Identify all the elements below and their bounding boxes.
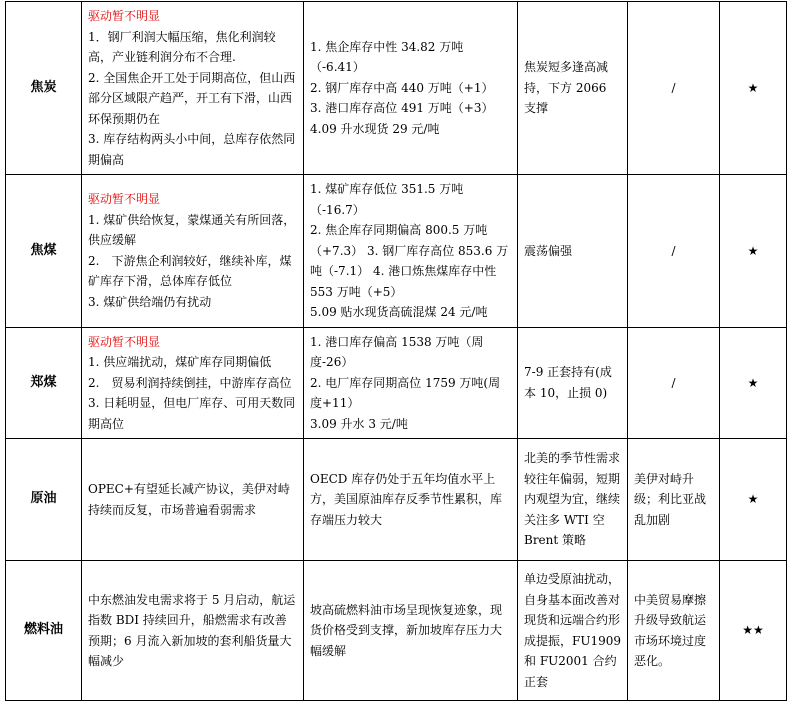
- rating-stars: ★★: [720, 561, 787, 701]
- driver-line: 2. 下游焦企利润较好，继续补库，煤矿库存下滑，总体库存低位: [88, 253, 292, 289]
- inventory-line: 2. 焦企库存同期偏高 800.5 万吨（+7.3） 3. 钢厂库存高位 853.6 万吨（-7.1） 4. 港口炼焦煤库存中性 553 万吨（+5）: [310, 223, 509, 299]
- driver-note: 驱动暂不明显: [88, 334, 161, 349]
- inventory-cell: [304, 439, 518, 561]
- table-row: [6, 439, 787, 561]
- inventory-line: 4.09 升水现货 29 元/吨: [310, 121, 440, 136]
- inventory-line: 5.09 贴水现货高硫混煤 24 元/吨: [310, 305, 488, 319]
- commodity-name: 焦炭: [6, 2, 82, 175]
- risk-cell: /: [628, 175, 720, 328]
- commodity-name: 原油: [6, 439, 82, 561]
- driver-note: 驱动暂不明显: [88, 9, 161, 23]
- strategy-cell: 震荡偏强: [518, 175, 628, 328]
- rating-stars: ★: [720, 439, 787, 561]
- driver-cell: [82, 175, 304, 328]
- inventory-line: 2. 钢厂库存中高 440 万吨（+1）: [310, 80, 494, 95]
- commodity-name: 郑煤: [6, 327, 82, 439]
- rating-stars: ★: [720, 175, 787, 328]
- table-row: [6, 2, 787, 175]
- driver-line: OPEC+有望延长减产协议，美伊对峙持续而反复，市场普遍看弱需求: [88, 482, 290, 517]
- commodity-table: [5, 1, 787, 701]
- driver-line: 3. 库存结构两头小中间，总库存依然同期偏高: [88, 132, 296, 167]
- driver-note: 驱动暂不明显: [88, 192, 161, 207]
- risk-cell: /: [628, 2, 720, 175]
- table-row: [6, 327, 787, 439]
- risk-cell: 中美贸易摩擦升级导致航运市场环境过度恶化。: [628, 561, 720, 701]
- inventory-line: 3.09 升水 3 元/吨: [310, 416, 408, 431]
- strategy-cell: 焦炭短多逢高减持，下方 2066 支撑: [518, 2, 628, 175]
- strategy-cell: 单边受原油扰动，自身基本面改善对现货和远端合约形成提振，FU1909 和 FU2001 合约正套: [518, 561, 628, 701]
- inventory-cell: [304, 175, 518, 328]
- inventory-line: OECD 库存仍处于五年均值水平上方，美国原油库存反季节性累积，库存端压力较大: [310, 471, 503, 527]
- strategy-cell: 7-9 正套持有(成本 10，止损 0): [518, 327, 628, 439]
- risk-cell: /: [628, 327, 720, 439]
- strategy-cell: 北美的季节性需求较往年偏弱，短期内观望为宜，继续关注多 WTI 空 Brent 策略: [518, 439, 628, 561]
- inventory-line: 坡高硫燃料油市场呈现恢复迹象，现货价格受到支撑，新加坡库存压力大幅缓解: [310, 602, 503, 658]
- driver-cell: [82, 327, 304, 439]
- driver-line: 2. 贸易利润持续倒挂，中游库存高位 3. 日耗明显，但电厂库存、可用天数同期高位: [88, 375, 296, 431]
- inventory-line: 3. 港口库存高位 491 万吨（+3）: [310, 101, 494, 116]
- driver-line: 3. 煤矿供给端仍有扰动: [88, 294, 212, 309]
- risk-cell: 美伊对峙升级；利比亚战乱加剧: [628, 439, 720, 561]
- inventory-line: 1. 煤矿库存低位 351.5 万吨（-16.7）: [310, 182, 464, 217]
- commodity-name: 焦煤: [6, 175, 82, 328]
- rating-stars: ★: [720, 2, 787, 175]
- driver-line: 1. 煤矿供给恢复，蒙煤通关有所回落，供应缓解: [88, 212, 296, 248]
- driver-cell: [82, 439, 304, 561]
- commodity-name: 燃料油: [6, 561, 82, 701]
- inventory-cell: [304, 2, 518, 175]
- driver-line: 中东燃油发电需求将于 5 月启动，航运指数 BDI 持续回升，船燃需求有改善预期；6 月流入新加坡的套利船货量大幅减少: [88, 592, 296, 668]
- inventory-line: 2. 电厂库存同期高位 1759 万吨(周度+11）: [310, 375, 501, 410]
- inventory-cell: [304, 327, 518, 439]
- driver-cell: [82, 2, 304, 175]
- driver-line: 2. 全国焦企开工处于同期高位，但山西部分区域限产趋严，开工有下滑，山西环保预期仍在: [88, 70, 296, 126]
- driver-line: 1. 供应端扰动，煤矿库存同期偏低: [88, 355, 272, 369]
- inventory-line: 1. 焦企库存中性 34.82 万吨（-6.41）: [310, 39, 464, 75]
- driver-line: 1．钢厂利润大幅压缩，焦化利润较高，产业链利润分布不合理.: [88, 29, 276, 64]
- rating-stars: ★: [720, 327, 787, 439]
- inventory-line: 1. 港口库存偏高 1538 万吨（周度-26）: [310, 334, 484, 369]
- table-row: [6, 175, 787, 328]
